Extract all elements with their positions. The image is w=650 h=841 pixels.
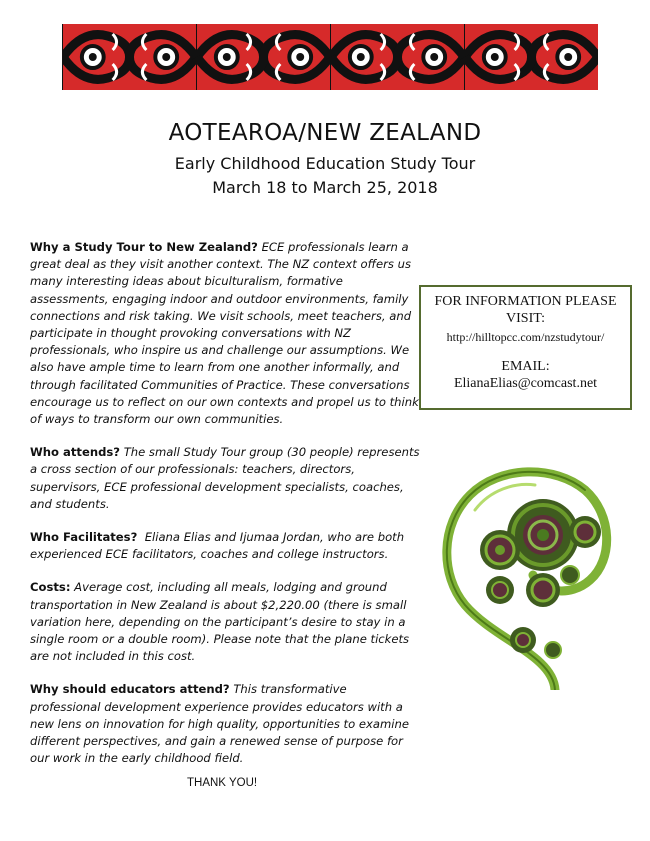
- section-text: Eliana Elias and Ijumaa Jordan, who are both experienced ECE facilitators, coaches and college instructors.: [30, 530, 405, 562]
- body-text: [30, 239, 420, 783]
- koru-pattern-tile: [464, 24, 598, 90]
- koru-pattern-tile: [330, 24, 464, 90]
- section-who-facilitates: [30, 529, 420, 563]
- tour-dates: March 18 to March 25, 2018: [212, 178, 438, 197]
- section-why-attend: [30, 681, 420, 767]
- section-who-attends: [30, 444, 420, 513]
- section-text: This transformative professional development experience provides educators with a new lens on innovation for high quality, opportunities to examine different perspectives, and gain a renewed sense of purpose for our work in the early childhood field.: [30, 682, 409, 766]
- info-box: [419, 285, 632, 410]
- section-heading: Costs:: [30, 580, 71, 595]
- section-text: Average cost, including all meals, lodging and ground transportation in New Zealand is about $2,220.00 (there is small variation here, depending on the participant’s desire to stay in a single room or a double room). Please note that the plane tickets are not included in this cost.: [30, 580, 410, 664]
- section-costs: [30, 579, 420, 665]
- email-address-link[interactable]: ElianaElias@comcast.net: [453, 376, 598, 391]
- section-heading: Who attends?: [30, 445, 120, 460]
- info-line-1: FOR INFORMATION PLEASE: [434, 294, 617, 309]
- info-line-2: VISIT:: [506, 311, 545, 326]
- email-label: EMAIL:: [501, 359, 550, 374]
- info-url-link[interactable]: http://hilltopcc.com/nzstudytour/: [446, 330, 605, 344]
- page-title: AOTEAROA/NEW ZEALAND: [168, 120, 482, 146]
- section-heading: Who Facilitates?: [30, 530, 138, 545]
- section-heading: Why a Study Tour to New Zealand?: [30, 240, 258, 254]
- fern-koru-image: [435, 440, 625, 690]
- section-heading: Why should educators attend?: [30, 682, 230, 697]
- thank-you-text: THANK YOU!: [187, 777, 258, 789]
- koru-pattern-banner: [62, 24, 598, 90]
- page-subtitle: Early Childhood Education Study Tour: [174, 154, 476, 173]
- section-why-tour: [30, 239, 420, 428]
- section-text: ECE professionals learn a great deal as they visit another context. The NZ context offers us many interesting ideas about biculturalism, formative assessments, engaging indoor and outdoor environments, family connections and risk taking. We visit schools, meet teachers, and participate in thought provoking conversations with NZ professionals, who inspire us and challenge our assumptions. We also have ample time to learn from one another informally, and through facilitated Communities of Practice. These conversations encourage us to reflect on our own contexts and propel us to think of ways to transform our own communities.: [30, 240, 419, 427]
- koru-pattern-tile: [62, 24, 196, 90]
- koru-pattern-tile: [196, 24, 330, 90]
- section-text: The small Study Tour group (30 people) represents a cross section of our professionals: teachers, directors, supervisors, ECE professional development specialists, coaches, and students.: [30, 445, 420, 511]
